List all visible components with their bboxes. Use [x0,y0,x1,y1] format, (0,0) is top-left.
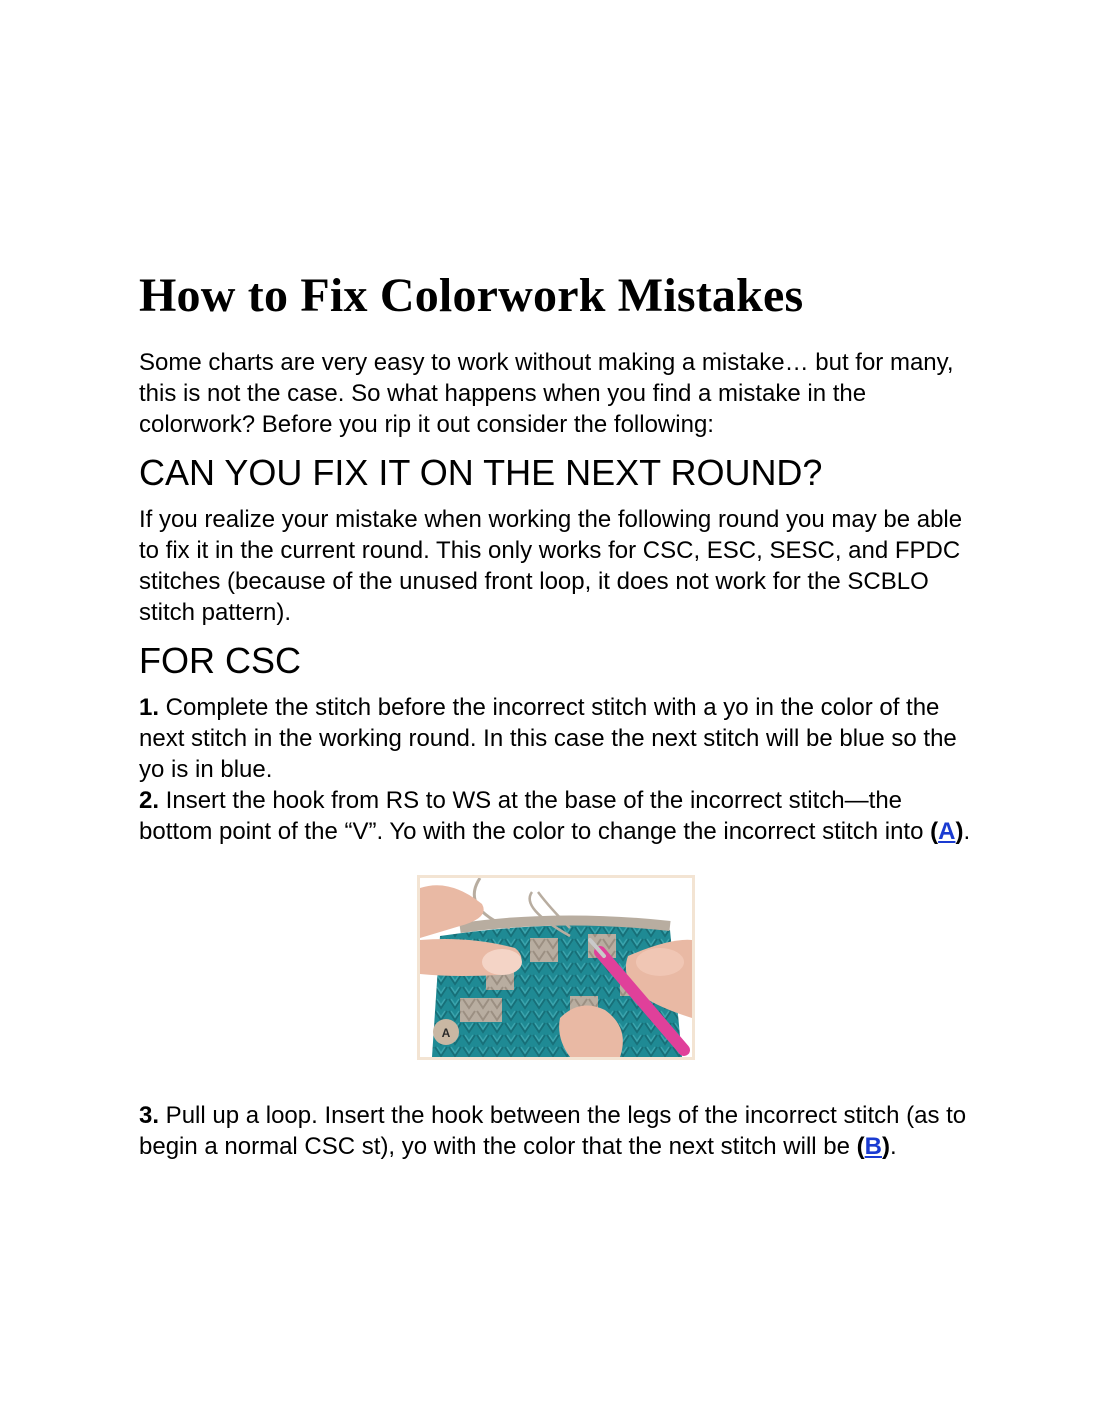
step-3 [139,1100,979,1162]
figure-container [139,875,979,1060]
figure-b-link[interactable]: B [864,1133,882,1160]
figure-a-photo [417,875,695,1060]
crochet-photo-illustration [420,878,692,1057]
step-number: 2. [139,787,160,814]
section-paragraph-fix-next-round: If you realize your mistake when working the following round you may be able to fix it in the current round. This only works for CSC, ESC, SESC, and FPDC stitches (because of the unused front loop, it does not work for the SCBLO stitch pattern). [139,506,963,626]
step-text: Complete the stitch before the incorrect stitch with a yo in the color of the next stitch in the working round. In this case the next stitch will be blue so the yo is in blue. [139,694,957,783]
figure-badge-label: A [441,1026,450,1040]
step-end-punctuation: . [963,818,971,845]
step-end-punctuation: . [890,1133,897,1160]
step-number: 1. [139,694,160,721]
page-title: How to Fix Colorwork Mistakes [139,269,804,322]
figure-a-link[interactable]: A [938,818,956,845]
step-number: 3. [139,1102,160,1129]
intro-paragraph: Some charts are very easy to work without making a mistake… but for many, this is not the case. So what happens when you find a mistake in the colorwork? Before you rip it out consider the following: [139,349,954,438]
section-heading-fix-next-round: CAN YOU FIX IT ON THE NEXT ROUND? [139,452,823,493]
figure-ref-close-paren: ) [882,1133,890,1160]
step-2 [139,785,979,847]
figure-ref-open-paren: ( [856,1133,865,1160]
step-1 [139,692,979,785]
document-page [139,268,979,1162]
step-text: Insert the hook from RS to WS at the base of the incorrect stitch—the bottom point of the “V”. Yo with the color to change the incorrect stitch into [139,787,931,845]
figure-ref-close-paren: ) [955,818,964,845]
figure-ref-open-paren: ( [930,818,939,845]
step-text: Pull up a loop. Insert the hook between the legs of the incorrect stitch (as to begin a normal CSC st), yo with the color that the next stitch will be [139,1102,967,1160]
section-heading-for-csc: FOR CSC [139,640,301,681]
